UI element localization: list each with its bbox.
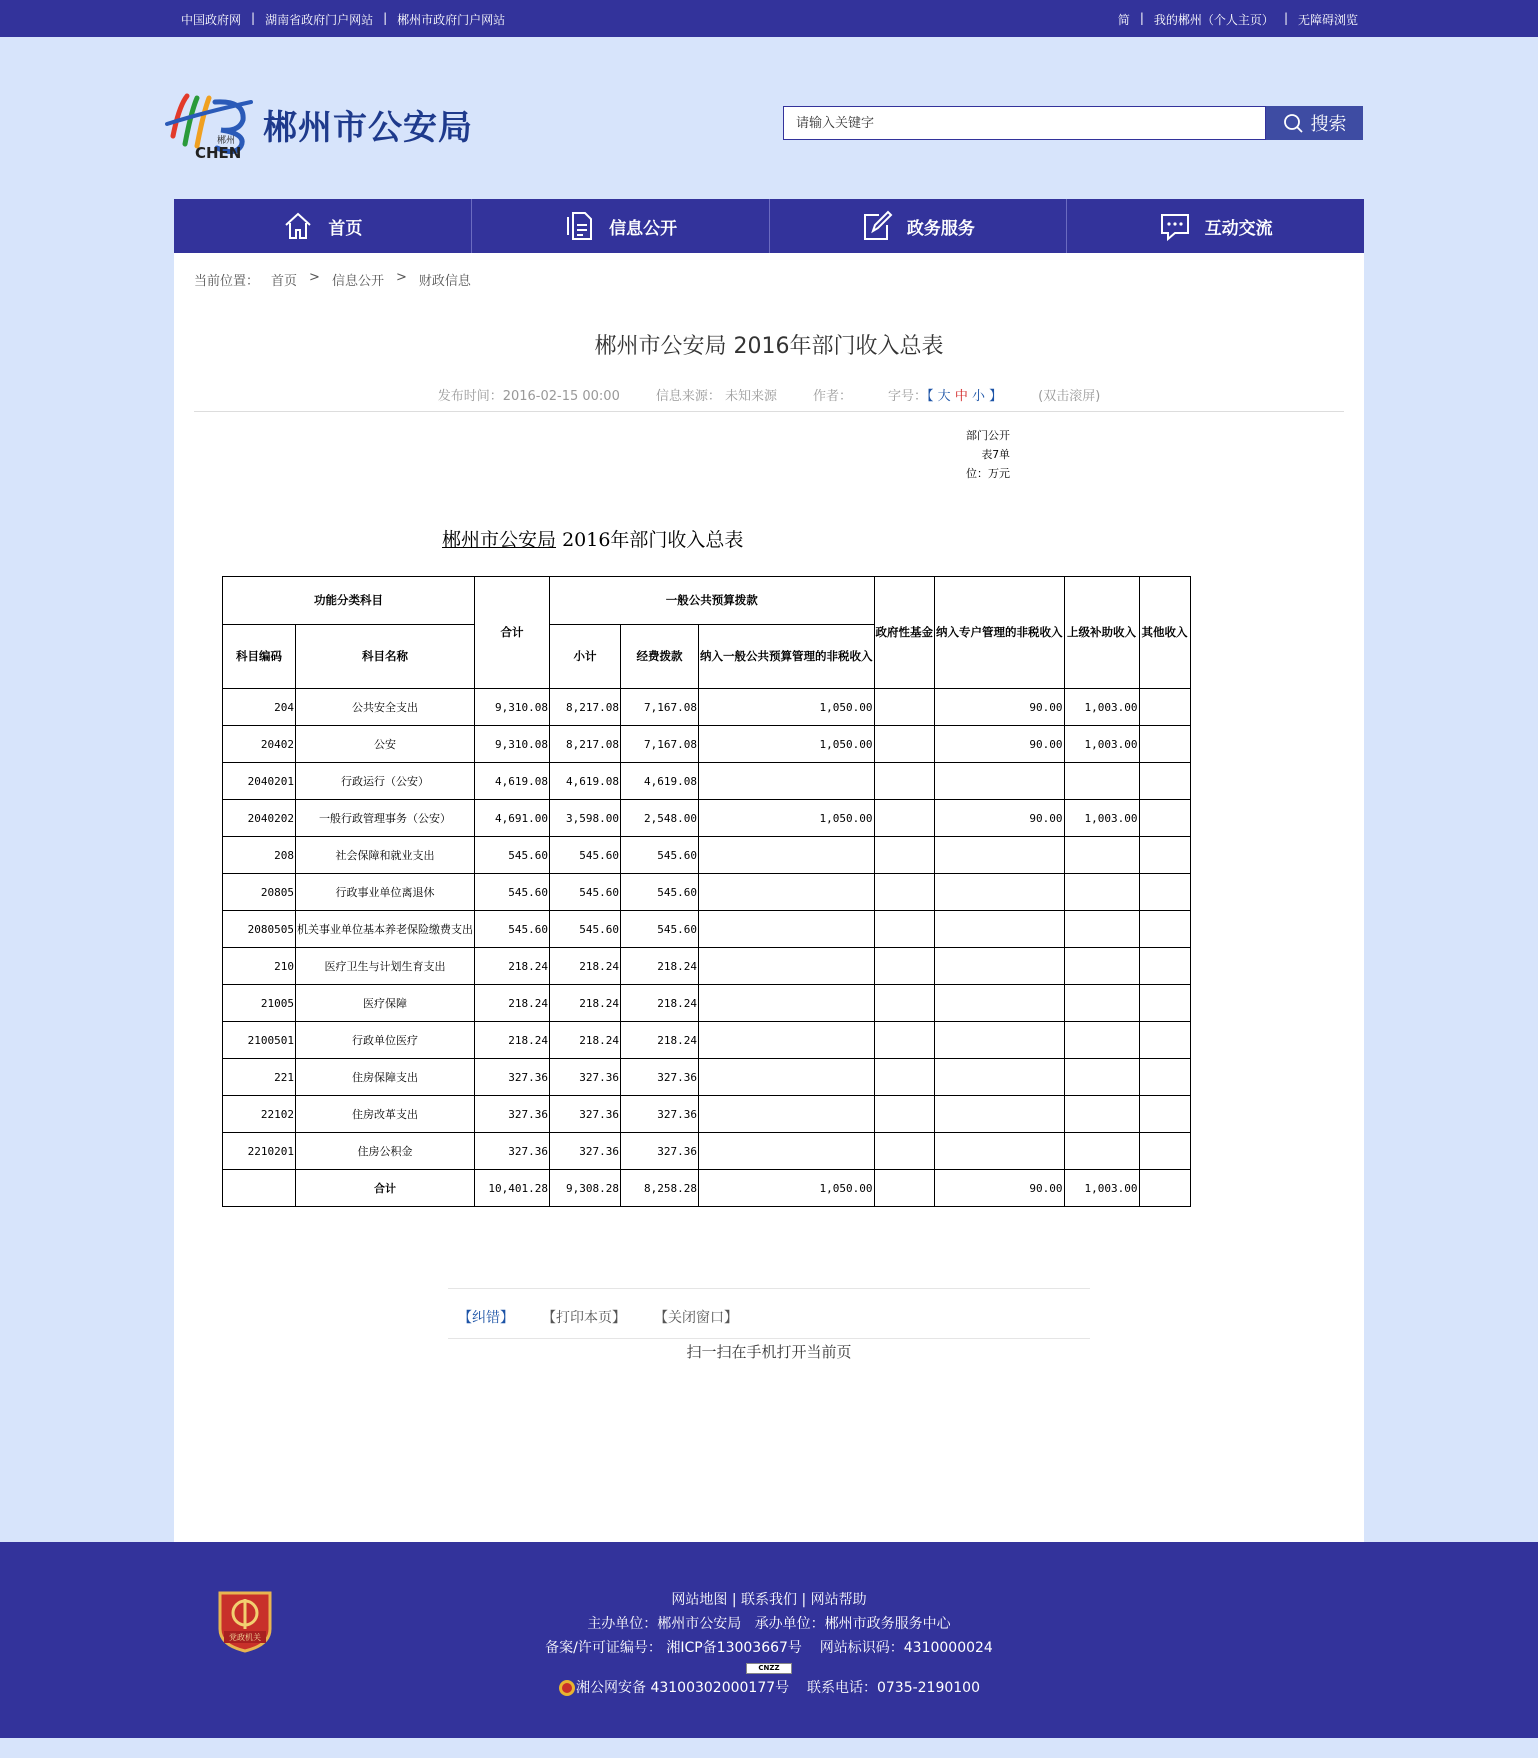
footer-link-contact[interactable]: 联系我们 (741, 1592, 797, 1608)
table-cell-name: 住房公积金 (296, 1133, 475, 1170)
table-cell-subtotal: 545.60 (550, 911, 621, 948)
breadcrumb (194, 270, 471, 289)
table-cell-code (223, 1170, 296, 1207)
table-cell-incl: 1,050.00 (699, 726, 875, 763)
footer-info (0, 1588, 1538, 1700)
table-cell-total: 327.36 (475, 1133, 550, 1170)
footer-link-help[interactable]: 网站帮助 (810, 1592, 867, 1608)
table-cell-total: 4,619.08 (475, 763, 550, 800)
table-cell-funding: 8,258.28 (621, 1170, 699, 1207)
breadcrumb-prefix: 当前位置： (194, 274, 260, 289)
table-cell-superior (1064, 837, 1139, 874)
table-cell-subtotal: 9,308.28 (550, 1170, 621, 1207)
table-cell-special: 90.00 (935, 689, 1065, 726)
table-cell-total: 9,310.08 (475, 726, 550, 763)
table-cell-other (1139, 726, 1190, 763)
breadcrumb-home[interactable]: 首页 (271, 274, 298, 289)
svg-text:郴州: 郴州 (217, 136, 236, 146)
table-cell-total: 218.24 (475, 985, 550, 1022)
table-row (223, 763, 1191, 800)
table-cell-funding: 218.24 (621, 1022, 699, 1059)
table-cell-special (935, 911, 1065, 948)
table-cell-superior: 1,003.00 (1064, 1170, 1139, 1207)
table-row (223, 1022, 1191, 1059)
report-title-rest: 2016年部门收入总表 (562, 529, 744, 551)
font-size-control (888, 385, 1002, 404)
nav-interaction[interactable] (1067, 199, 1364, 253)
table-body (223, 689, 1191, 1207)
table-cell-funding: 545.60 (621, 837, 699, 874)
table-cell-funding: 327.36 (621, 1133, 699, 1170)
header-general-budget: 一般公共预算拨款 (550, 577, 875, 625)
table-cell-total: 4,691.00 (475, 800, 550, 837)
table-cell-other (1139, 1096, 1190, 1133)
table-cell-code: 210 (223, 948, 296, 985)
footer-site-id: 网站标识码：4310000024 (819, 1640, 993, 1656)
table-cell-funding: 4,619.08 (621, 763, 699, 800)
table-row (223, 1096, 1191, 1133)
unit-note: 部门公开表7单位：万元 (966, 429, 1010, 480)
table-row (223, 911, 1191, 948)
table-cell-funding: 218.24 (621, 985, 699, 1022)
table-cell-superior: 1,003.00 (1064, 726, 1139, 763)
svg-text:CHEN: CHEN (195, 144, 242, 162)
table-cell-subtotal: 3,598.00 (550, 800, 621, 837)
search-icon (1283, 113, 1303, 133)
table-cell-code: 2040202 (223, 800, 296, 837)
header-superior-subsidy: 上级补助收入 (1064, 577, 1139, 689)
link-china-gov[interactable]: 中国政府网 (181, 13, 242, 27)
content-panel (174, 253, 1364, 1542)
separator: | (1139, 11, 1144, 25)
table-row (223, 948, 1191, 985)
report-title-org: 郴州市公安局 (442, 529, 557, 551)
table-cell-funding: 545.60 (621, 874, 699, 911)
divider (448, 1288, 1090, 1289)
link-simplified[interactable]: 简 (1117, 13, 1130, 27)
table-cell-total: 545.60 (475, 911, 550, 948)
table-cell-special (935, 1059, 1065, 1096)
table-cell-other (1139, 763, 1190, 800)
table-cell-name: 社会保障和就业支出 (296, 837, 475, 874)
table-cell-funding: 545.60 (621, 911, 699, 948)
report-title (442, 525, 743, 552)
table-cell-other (1139, 1022, 1190, 1059)
header-incl-general: 纳入一般公共预算管理的非税收入 (699, 625, 875, 689)
top-right-links (1118, 11, 1358, 28)
breadcrumb-sep: > (395, 270, 407, 285)
table-cell-superior (1064, 1133, 1139, 1170)
table-cell-subtotal: 8,217.08 (550, 726, 621, 763)
table-cell-subtotal: 218.24 (550, 985, 621, 1022)
table-cell-special (935, 948, 1065, 985)
table-cell-subtotal: 545.60 (550, 874, 621, 911)
table-cell-total: 10,401.28 (475, 1170, 550, 1207)
breadcrumb-info-public[interactable]: 信息公开 (331, 274, 384, 289)
table-cell-special (935, 1096, 1065, 1133)
table-cell-other (1139, 985, 1190, 1022)
header-name: 科目名称 (296, 625, 475, 689)
table-cell-funding: 327.36 (621, 1059, 699, 1096)
nav-info-public[interactable] (472, 199, 770, 253)
table-cell-name: 医疗卫生与计划生育支出 (296, 948, 475, 985)
table-cell-other (1139, 1170, 1190, 1207)
table-cell-total: 327.36 (475, 1059, 550, 1096)
table-cell-incl (699, 874, 875, 911)
table-cell-funding: 218.24 (621, 948, 699, 985)
header-funding: 经费拨款 (621, 625, 699, 689)
footer-sponsors (0, 1612, 1538, 1636)
table-cell-total: 218.24 (475, 1022, 550, 1059)
header-special-account: 纳入专户管理的非税收入 (935, 577, 1065, 689)
chat-icon (1159, 210, 1191, 242)
table-cell-name: 机关事业单位基本养老保险缴费支出 (296, 911, 475, 948)
table-cell-other (1139, 800, 1190, 837)
table-row (223, 726, 1191, 763)
table-cell-superior: 1,003.00 (1064, 689, 1139, 726)
footer-cnzz-row (0, 1660, 1538, 1676)
footer-icp[interactable]: 备案/许可证编号： 湘ICP备13003667号 (545, 1640, 802, 1656)
table-cell-gov (874, 1022, 935, 1059)
nav-home[interactable] (174, 199, 472, 253)
table-cell-funding: 7,167.08 (621, 689, 699, 726)
table-cell-name: 公共安全支出 (296, 689, 475, 726)
table-cell-special: 90.00 (935, 800, 1065, 837)
table-cell-total: 9,310.08 (475, 689, 550, 726)
table-cell-code: 204 (223, 689, 296, 726)
print-page-button[interactable]: 【打印本页】 (542, 1310, 626, 1326)
table-cell-special: 90.00 (935, 1170, 1065, 1207)
table-row (223, 1059, 1191, 1096)
bracket: 】 (989, 389, 1003, 404)
table-cell-superior (1064, 1059, 1139, 1096)
table-cell-name: 住房保障支出 (296, 1059, 475, 1096)
dblclick-scroll: (双击滚屏) (1038, 389, 1101, 404)
footer-link-sitemap[interactable]: 网站地图 (671, 1592, 728, 1608)
table-cell-other (1139, 911, 1190, 948)
table-cell-total: 545.60 (475, 837, 550, 874)
table-cell-incl (699, 911, 875, 948)
svg-text:党政机关: 党政机关 (229, 1633, 261, 1642)
table-cell-superior (1064, 948, 1139, 985)
table-cell-gov (874, 1170, 935, 1207)
table-cell-name: 住房改革支出 (296, 1096, 475, 1133)
table-cell-subtotal: 218.24 (550, 948, 621, 985)
header-gov-fund: 政府性基金 (874, 577, 935, 689)
table-cell-total: 327.36 (475, 1096, 550, 1133)
nav-label: 互动交流 (1204, 218, 1273, 239)
table-cell-incl: 1,050.00 (699, 689, 875, 726)
home-icon (282, 210, 314, 242)
divider (194, 411, 1344, 412)
table-cell-superior (1064, 763, 1139, 800)
publish-time: 发布时间：2016-02-15 00:00 (437, 389, 620, 404)
table-cell-gov (874, 689, 935, 726)
table-cell-incl (699, 985, 875, 1022)
author: 作者： (812, 389, 852, 404)
table-row (223, 874, 1191, 911)
table-cell-superior (1064, 985, 1139, 1022)
nav-label: 信息公开 (609, 218, 678, 239)
breadcrumb-finance[interactable]: 财政信息 (418, 274, 471, 289)
table-cell-name: 行政单位医疗 (296, 1022, 475, 1059)
top-bar (0, 0, 1538, 37)
search-button[interactable] (1266, 106, 1363, 140)
table-cell-superior (1064, 911, 1139, 948)
table-cell-gov (874, 837, 935, 874)
table-row (223, 985, 1191, 1022)
table-cell-incl (699, 1059, 875, 1096)
main-nav (174, 199, 1364, 253)
table-cell-name: 医疗保障 (296, 985, 475, 1022)
search-button-label: 搜索 (1310, 114, 1347, 135)
table-cell-gov (874, 800, 935, 837)
top-left-links (181, 11, 505, 28)
footer-sponsor: 主办单位：郴州市公安局 (587, 1616, 742, 1632)
table-cell-subtotal: 327.36 (550, 1059, 621, 1096)
table-cell-gov (874, 1096, 935, 1133)
font-size-label: 字号： (888, 389, 928, 404)
table-total-row (223, 1170, 1191, 1207)
table-cell-code: 22102 (223, 1096, 296, 1133)
bottom-strip (0, 1738, 1538, 1758)
footer-organizer: 承办单位：郴州市政务服务中心 (754, 1616, 951, 1632)
table-cell-code: 20805 (223, 874, 296, 911)
table-cell-name: 行政事业单位离退休 (296, 874, 475, 911)
table-cell-gov (874, 874, 935, 911)
footer-records (0, 1636, 1538, 1660)
table-cell-incl (699, 763, 875, 800)
table-cell-incl (699, 1096, 875, 1133)
table-cell-incl: 1,050.00 (699, 800, 875, 837)
font-size-medium[interactable]: 中 (954, 389, 968, 404)
table-row (223, 689, 1191, 726)
article-meta (174, 385, 1364, 404)
cnzz-stat-icon[interactable]: CNZZ (746, 1663, 792, 1674)
header-total: 合计 (475, 577, 550, 689)
table-cell-funding: 7,167.08 (621, 726, 699, 763)
link-accessibility[interactable]: 无障碍浏览 (1297, 13, 1358, 27)
table-cell-funding: 327.36 (621, 1096, 699, 1133)
table-cell-gov (874, 985, 935, 1022)
table-cell-special (935, 1022, 1065, 1059)
table-cell-other (1139, 1133, 1190, 1170)
table-cell-funding: 2,548.00 (621, 800, 699, 837)
table-cell-subtotal: 218.24 (550, 1022, 621, 1059)
divider (448, 1338, 1090, 1339)
table-cell-special: 90.00 (935, 726, 1065, 763)
document-icon (563, 210, 595, 242)
font-size-small[interactable]: 小 (971, 389, 985, 404)
table-cell-special (935, 837, 1065, 874)
header-func-category: 功能分类科目 (223, 577, 475, 625)
separator: | (251, 11, 256, 25)
table-cell-other (1139, 948, 1190, 985)
separator: | (1283, 11, 1288, 25)
table-cell-code: 2040201 (223, 763, 296, 800)
bracket: 【 (927, 389, 934, 404)
table-cell-incl: 1,050.00 (699, 1170, 875, 1207)
table-cell-other (1139, 689, 1190, 726)
table-cell-incl (699, 1022, 875, 1059)
link-my-chenzhou[interactable]: 我的郴州（个人主页） (1153, 13, 1274, 27)
site-logo[interactable] (165, 86, 255, 162)
table-cell-gov (874, 948, 935, 985)
table-cell-special (935, 874, 1065, 911)
header-subtotal: 小计 (550, 625, 621, 689)
table-cell-name: 公安 (296, 726, 475, 763)
table-cell-code: 21005 (223, 985, 296, 1022)
table-row (223, 1133, 1191, 1170)
footer-police (0, 1676, 1538, 1700)
income-table (222, 576, 1191, 1207)
table-cell-code: 20402 (223, 726, 296, 763)
table-cell-special (935, 985, 1065, 1022)
table-cell-code: 2100501 (223, 1022, 296, 1059)
page-actions (448, 1307, 1090, 1327)
table-cell-code: 2210201 (223, 1133, 296, 1170)
table-cell-name: 合计 (296, 1170, 475, 1207)
table-cell-code: 2080505 (223, 911, 296, 948)
table-cell-gov (874, 726, 935, 763)
chenzhou-logo-icon (165, 86, 255, 162)
table-cell-name: 行政运行（公安） (296, 763, 475, 800)
info-source: 信息来源： 未知来源 (655, 389, 777, 404)
table-cell-other (1139, 1059, 1190, 1096)
table-cell-incl (699, 1133, 875, 1170)
header-other: 其他收入 (1139, 577, 1190, 689)
table-cell-total: 218.24 (475, 948, 550, 985)
report-error-button[interactable]: 【纠错】 (458, 1310, 514, 1326)
table-cell-gov (874, 1059, 935, 1096)
table-cell-subtotal: 8,217.08 (550, 689, 621, 726)
table-cell-subtotal: 4,619.08 (550, 763, 621, 800)
search-bar (783, 106, 1363, 140)
link-chenzhou-gov[interactable]: 郴州市政府门户网站 (397, 13, 506, 27)
table-cell-subtotal: 327.36 (550, 1133, 621, 1170)
nav-label: 首页 (328, 218, 363, 239)
nav-gov-service[interactable] (770, 199, 1068, 253)
footer-police-record[interactable]: 湘公网安备 43100302000177号 (576, 1680, 790, 1696)
nav-label: 政务服务 (906, 218, 975, 239)
table-cell-incl (699, 948, 875, 985)
table-cell-superior (1064, 1022, 1139, 1059)
table-cell-superior (1064, 874, 1139, 911)
table-cell-name: 一般行政管理事务（公安） (296, 800, 475, 837)
table-cell-superior: 1,003.00 (1064, 800, 1139, 837)
table-cell-other (1139, 874, 1190, 911)
table-cell-gov (874, 763, 935, 800)
qr-scan-text: 扫一扫在手机打开当前页 (686, 1343, 852, 1361)
separator: | (383, 11, 388, 25)
search-input[interactable] (783, 106, 1266, 140)
edit-icon (861, 210, 893, 242)
footer-links: 网站地图 | 联系我们 | 网站帮助 (671, 1592, 867, 1608)
footer-phone: 联系电话：0735-2190100 (806, 1680, 980, 1696)
font-size-big[interactable]: 大 (937, 389, 951, 404)
table-cell-incl (699, 837, 875, 874)
header-code: 科目编码 (223, 625, 296, 689)
table-cell-other (1139, 837, 1190, 874)
table-cell-subtotal: 545.60 (550, 837, 621, 874)
table-cell-subtotal: 327.36 (550, 1096, 621, 1133)
table-cell-special (935, 1133, 1065, 1170)
table-cell-total: 545.60 (475, 874, 550, 911)
link-hunan-gov[interactable]: 湖南省政府门户网站 (265, 13, 374, 27)
article-title: 郴州市公安局 2016年部门收入总表 (594, 334, 944, 359)
table-row (223, 800, 1191, 837)
close-window-button[interactable]: 【关闭窗口】 (654, 1310, 738, 1326)
police-emblem-icon (558, 1679, 576, 1697)
table-cell-gov (874, 1133, 935, 1170)
table-row (223, 837, 1191, 874)
site-title: 郴州市公安局 (263, 108, 473, 148)
table-cell-superior (1064, 1096, 1139, 1133)
table-cell-gov (874, 911, 935, 948)
table-cell-code: 208 (223, 837, 296, 874)
table-cell-code: 221 (223, 1059, 296, 1096)
table-cell-special (935, 763, 1065, 800)
breadcrumb-sep: > (309, 270, 320, 285)
footer (0, 1542, 1538, 1738)
